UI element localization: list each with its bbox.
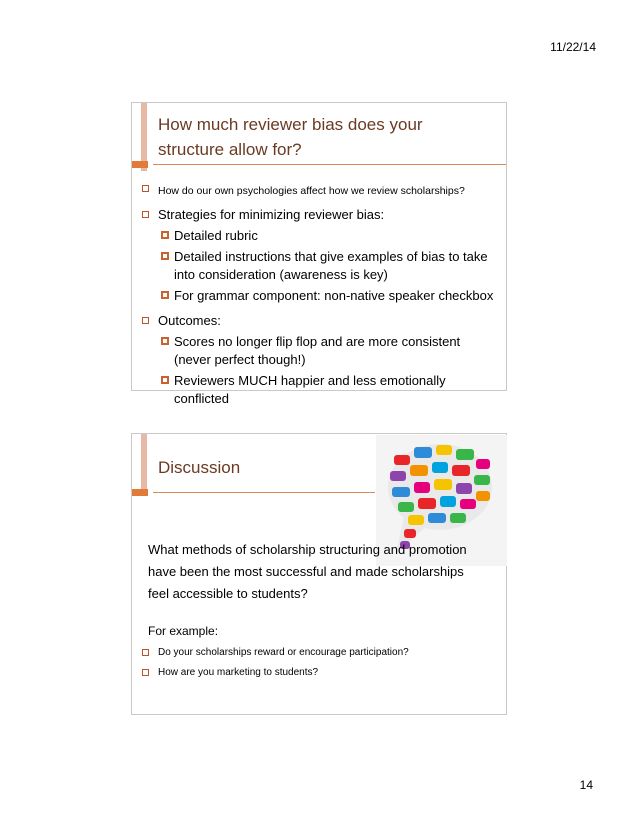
title-divider	[153, 164, 506, 165]
list-item	[140, 646, 409, 660]
slide-title: Discussion	[158, 458, 241, 477]
for-example-label: For example:	[148, 624, 219, 638]
filled-square-bullet-icon	[161, 231, 169, 239]
square-bullet-icon	[142, 185, 149, 192]
title-orange-marker	[132, 489, 148, 496]
bullet-list	[140, 181, 500, 408]
bullet-text: How do our own psychologies affect how we review scholarships?	[158, 185, 465, 197]
sub-bullet-text: Detailed instructions that give examples of bias to take into consideration (awareness is key)	[174, 249, 488, 282]
sub-list-item	[158, 248, 500, 284]
list-item	[140, 312, 500, 408]
example-text: Do your scholarships reward or encourage participation?	[158, 647, 409, 658]
filled-square-bullet-icon	[161, 337, 169, 345]
sub-list-item	[158, 333, 500, 369]
slide-date: 11/22/14	[550, 40, 596, 54]
filled-square-bullet-icon	[161, 291, 169, 299]
title-divider	[153, 492, 375, 493]
discussion-question: What methods of scholarship structuring and promotion have been the most successful and made scholarships feel accessible to students?	[148, 542, 467, 601]
square-bullet-icon	[142, 649, 149, 656]
sub-list-item	[158, 287, 500, 305]
sub-bullet-text: Scores no longer flip flop and are more consistent (never perfect though!)	[174, 334, 461, 367]
example-list	[140, 646, 409, 686]
bullet-text: Outcomes:	[158, 313, 221, 328]
filled-square-bullet-icon	[161, 376, 169, 384]
list-item	[140, 666, 409, 680]
slide-title	[158, 112, 423, 162]
sub-list-item	[158, 372, 500, 408]
square-bullet-icon	[142, 211, 149, 218]
list-item	[140, 206, 500, 305]
slide-reviewer-bias	[131, 102, 507, 406]
sub-bullet-list	[158, 227, 500, 305]
sub-bullet-text: Detailed rubric	[174, 228, 258, 243]
bullet-text: Strategies for minimizing reviewer bias:	[158, 207, 385, 222]
filled-square-bullet-icon	[161, 252, 169, 260]
slide-discussion	[131, 433, 507, 715]
title-orange-marker	[132, 161, 148, 168]
sub-bullet-text: Reviewers MUCH happier and less emotionally conflicted	[174, 373, 446, 406]
page-number: 14	[579, 778, 593, 792]
example-text: How are you marketing to students?	[158, 667, 319, 678]
slide-title-line-2: structure allow for?	[158, 140, 302, 159]
sub-bullet-text: For grammar component: non-native speaker checkbox	[174, 288, 494, 303]
slide-title-line-1: How much reviewer bias does your	[158, 115, 423, 134]
list-item	[140, 181, 500, 199]
sub-list-item	[158, 227, 500, 245]
square-bullet-icon	[142, 317, 149, 324]
title-accent-bar	[141, 434, 147, 491]
square-bullet-icon	[142, 669, 149, 676]
sub-bullet-list	[158, 333, 500, 408]
